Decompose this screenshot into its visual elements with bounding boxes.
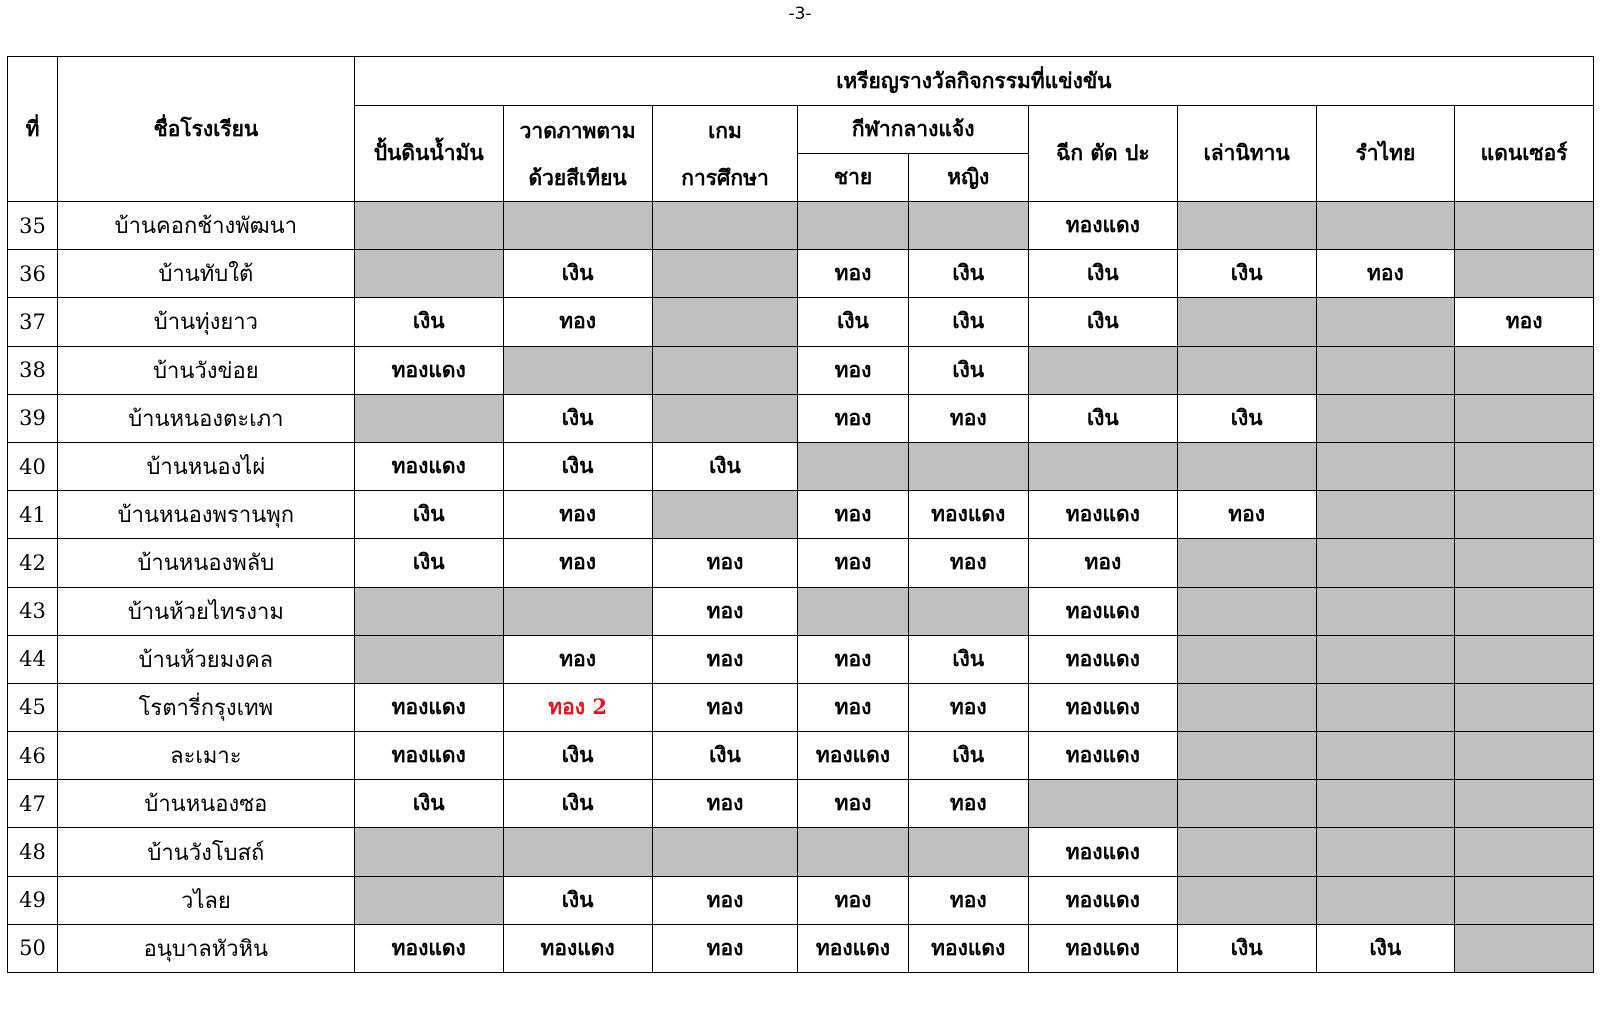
- medal-cell-clay-modeling: [354, 394, 503, 442]
- medal-cell-educational-game: [652, 491, 798, 539]
- medal-cell-clay-modeling: ทองแดง: [354, 442, 503, 490]
- medal-cell-outdoor-male: ทองแดง: [798, 924, 908, 972]
- medal-cell-educational-game: [652, 298, 798, 346]
- medal-cell-thai-dance: [1316, 780, 1455, 828]
- medal-cell-tear-cut-paste: เงิน: [1028, 298, 1177, 346]
- table-row: [8, 732, 1594, 780]
- medal-cell-educational-game: [652, 346, 798, 394]
- medal-cell-thai-dance: [1316, 635, 1455, 683]
- medal-cell-educational-game: ทอง: [652, 876, 798, 924]
- medal-cell-crayon-drawing: ทอง: [503, 635, 652, 683]
- table-row: [8, 539, 1594, 587]
- school-name: โรตารี่กรุงเทพ: [57, 683, 354, 731]
- medal-cell-storytelling: [1177, 683, 1316, 731]
- medal-cell-clay-modeling: เงิน: [354, 298, 503, 346]
- school-name: บ้านทุ่งยาว: [57, 298, 354, 346]
- medal-cell-educational-game: [652, 394, 798, 442]
- header-no: ที่: [8, 57, 58, 202]
- medal-cell-educational-game: ทอง: [652, 683, 798, 731]
- medal-cell-outdoor-male: ทอง: [798, 876, 908, 924]
- medal-cell-outdoor-male: ทอง: [798, 394, 908, 442]
- medal-cell-crayon-drawing: ทอง: [503, 491, 652, 539]
- school-name: วไลย: [57, 876, 354, 924]
- table-row: [8, 587, 1594, 635]
- medal-cell-outdoor-female: เงิน: [908, 250, 1028, 298]
- medal-cell-outdoor-male: [798, 202, 908, 250]
- medal-cell-thai-dance: [1316, 876, 1455, 924]
- medal-cell-thai-dance: [1316, 587, 1455, 635]
- medal-cell-tear-cut-paste: ทองแดง: [1028, 732, 1177, 780]
- table-row: [8, 635, 1594, 683]
- medal-cell-crayon-drawing: [503, 587, 652, 635]
- row-number: 36: [8, 250, 58, 298]
- medal-cell-outdoor-female: ทอง: [908, 394, 1028, 442]
- medal-cell-clay-modeling: ทองแดง: [354, 924, 503, 972]
- school-name: บ้านหนองพรานพุก: [57, 491, 354, 539]
- medal-cell-dancer: [1455, 876, 1594, 924]
- medal-cell-outdoor-male: ทอง: [798, 780, 908, 828]
- medal-cell-outdoor-female: เงิน: [908, 635, 1028, 683]
- table-row: [8, 828, 1594, 876]
- row-number: 38: [8, 346, 58, 394]
- school-name: บ้านห้วยมงคล: [57, 635, 354, 683]
- medal-cell-storytelling: [1177, 732, 1316, 780]
- row-number: 40: [8, 442, 58, 490]
- table-row: [8, 202, 1594, 250]
- medal-cell-crayon-drawing: ทอง: [503, 539, 652, 587]
- medal-cell-dancer: [1455, 828, 1594, 876]
- medal-cell-tear-cut-paste: ทองแดง: [1028, 635, 1177, 683]
- school-name: บ้านหนองตะเภา: [57, 394, 354, 442]
- medal-cell-outdoor-female: ทอง: [908, 876, 1028, 924]
- school-name: บ้านทับใต้: [57, 250, 354, 298]
- row-number: 41: [8, 491, 58, 539]
- medal-cell-clay-modeling: [354, 587, 503, 635]
- medal-cell-dancer: [1455, 732, 1594, 780]
- medal-cell-outdoor-female: เงิน: [908, 346, 1028, 394]
- medal-cell-dancer: [1455, 394, 1594, 442]
- medal-cell-storytelling: [1177, 828, 1316, 876]
- header-outdoor-sports: กีฬากลางแจ้ง: [798, 106, 1028, 154]
- header-crayon-drawing: [503, 106, 652, 202]
- row-number: 46: [8, 732, 58, 780]
- medal-cell-educational-game: [652, 828, 798, 876]
- medal-cell-thai-dance: [1316, 491, 1455, 539]
- medal-cell-thai-dance: [1316, 346, 1455, 394]
- medal-cell-dancer: [1455, 346, 1594, 394]
- page-number: -3-: [788, 4, 812, 24]
- medal-cell-dancer: [1455, 683, 1594, 731]
- row-number: 35: [8, 202, 58, 250]
- medal-cell-clay-modeling: เงิน: [354, 539, 503, 587]
- school-name: บ้านวังโบสถ์: [57, 828, 354, 876]
- header-outdoor-male: ชาย: [798, 154, 908, 202]
- medal-cell-tear-cut-paste: ทองแดง: [1028, 587, 1177, 635]
- medal-cell-thai-dance: [1316, 539, 1455, 587]
- medal-cell-outdoor-male: ทอง: [798, 635, 908, 683]
- medal-cell-outdoor-female: ทองแดง: [908, 924, 1028, 972]
- row-number: 50: [8, 924, 58, 972]
- medal-cell-thai-dance: [1316, 394, 1455, 442]
- medal-cell-outdoor-female: เงิน: [908, 298, 1028, 346]
- school-name: บ้านคอกช้างพัฒนา: [57, 202, 354, 250]
- row-number: 47: [8, 780, 58, 828]
- school-name: บ้านห้วยไทรงาม: [57, 587, 354, 635]
- medal-cell-crayon-drawing: เงิน: [503, 732, 652, 780]
- medal-cell-dancer: [1455, 780, 1594, 828]
- table-row: [8, 683, 1594, 731]
- school-name: บ้านหนองไผ่: [57, 442, 354, 490]
- header-outdoor-female: หญิง: [908, 154, 1028, 202]
- medal-cell-thai-dance: เงิน: [1316, 924, 1455, 972]
- table-row: [8, 298, 1594, 346]
- medal-cell-clay-modeling: [354, 876, 503, 924]
- medal-cell-educational-game: ทอง: [652, 924, 798, 972]
- medal-cell-dancer: [1455, 539, 1594, 587]
- medal-cell-outdoor-male: ทอง: [798, 346, 908, 394]
- school-name: ละเมาะ: [57, 732, 354, 780]
- medal-cell-outdoor-male: ทอง: [798, 491, 908, 539]
- medal-cell-dancer: [1455, 442, 1594, 490]
- medal-cell-outdoor-male: ทอง: [798, 250, 908, 298]
- medal-cell-crayon-drawing: เงิน: [503, 250, 652, 298]
- school-name: อนุบาลหัวหิน: [57, 924, 354, 972]
- row-number: 37: [8, 298, 58, 346]
- medal-cell-tear-cut-paste: ทองแดง: [1028, 683, 1177, 731]
- header-educational-game-line1: เกม: [708, 117, 742, 143]
- medal-cell-clay-modeling: ทองแดง: [354, 346, 503, 394]
- medal-cell-outdoor-female: ทอง: [908, 539, 1028, 587]
- medal-cell-storytelling: เงิน: [1177, 394, 1316, 442]
- medal-cell-outdoor-female: [908, 442, 1028, 490]
- medal-cell-crayon-drawing: [503, 202, 652, 250]
- medal-cell-dancer: [1455, 587, 1594, 635]
- medal-cell-educational-game: [652, 250, 798, 298]
- medal-cell-outdoor-male: [798, 587, 908, 635]
- medal-results-table: [7, 56, 1594, 973]
- medal-cell-dancer: [1455, 491, 1594, 539]
- medal-cell-crayon-drawing: เงิน: [503, 876, 652, 924]
- medal-cell-thai-dance: [1316, 298, 1455, 346]
- medal-cell-storytelling: [1177, 539, 1316, 587]
- medal-cell-dancer: [1455, 924, 1594, 972]
- row-number: 48: [8, 828, 58, 876]
- medal-cell-educational-game: ทอง: [652, 539, 798, 587]
- medal-cell-storytelling: [1177, 587, 1316, 635]
- medal-cell-dancer: [1455, 250, 1594, 298]
- table-row: [8, 346, 1594, 394]
- medal-cell-clay-modeling: ทองแดง: [354, 732, 503, 780]
- highlighted-medal-text: ทอง 2: [548, 693, 607, 719]
- medal-cell-outdoor-female: [908, 587, 1028, 635]
- medal-cell-thai-dance: ทอง: [1316, 250, 1455, 298]
- medal-cell-tear-cut-paste: [1028, 780, 1177, 828]
- medal-cell-dancer: ทอง: [1455, 298, 1594, 346]
- medal-cell-clay-modeling: เงิน: [354, 780, 503, 828]
- medal-cell-clay-modeling: [354, 250, 503, 298]
- medal-cell-thai-dance: [1316, 732, 1455, 780]
- row-number: 43: [8, 587, 58, 635]
- row-number: 44: [8, 635, 58, 683]
- medal-cell-dancer: [1455, 635, 1594, 683]
- medal-cell-educational-game: ทอง: [652, 587, 798, 635]
- medal-cell-outdoor-male: ทองแดง: [798, 732, 908, 780]
- medal-cell-storytelling: [1177, 346, 1316, 394]
- table-row: [8, 780, 1594, 828]
- medal-cell-storytelling: [1177, 442, 1316, 490]
- row-number: 45: [8, 683, 58, 731]
- medal-cell-tear-cut-paste: [1028, 346, 1177, 394]
- medal-cell-outdoor-female: ทองแดง: [908, 491, 1028, 539]
- medal-cell-clay-modeling: [354, 828, 503, 876]
- medal-cell-outdoor-female: ทอง: [908, 780, 1028, 828]
- header-thai-dance: รำไทย: [1316, 106, 1455, 202]
- row-number: 42: [8, 539, 58, 587]
- school-name: บ้านวังข่อย: [57, 346, 354, 394]
- header-clay-modeling: ปั้นดินน้ำมัน: [354, 106, 503, 202]
- medal-cell-clay-modeling: [354, 635, 503, 683]
- medal-cell-outdoor-male: [798, 442, 908, 490]
- row-number: 49: [8, 876, 58, 924]
- medal-cell-thai-dance: [1316, 202, 1455, 250]
- medal-cell-crayon-drawing: [503, 828, 652, 876]
- medal-cell-outdoor-female: เงิน: [908, 732, 1028, 780]
- table-row: [8, 924, 1594, 972]
- medal-cell-thai-dance: [1316, 683, 1455, 731]
- table-row: [8, 491, 1594, 539]
- medal-cell-clay-modeling: [354, 202, 503, 250]
- medal-cell-crayon-drawing: [503, 683, 652, 731]
- medal-cell-crayon-drawing: ทอง: [503, 298, 652, 346]
- medal-cell-tear-cut-paste: ทองแดง: [1028, 924, 1177, 972]
- medal-cell-crayon-drawing: เงิน: [503, 394, 652, 442]
- header-educational-game-line2: การศึกษา: [681, 164, 769, 190]
- medal-cell-tear-cut-paste: ทองแดง: [1028, 491, 1177, 539]
- header-activity-group: เหรียญรางวัลกิจกรรมที่แข่งขัน: [354, 57, 1593, 106]
- medal-cell-storytelling: [1177, 298, 1316, 346]
- medal-cell-storytelling: [1177, 202, 1316, 250]
- medal-cell-dancer: [1455, 202, 1594, 250]
- header-crayon-drawing-line1: วาดภาพตาม: [519, 117, 636, 143]
- medal-cell-tear-cut-paste: ทองแดง: [1028, 876, 1177, 924]
- medal-cell-storytelling: [1177, 876, 1316, 924]
- medal-cell-educational-game: [652, 202, 798, 250]
- header-storytelling: เล่านิทาน: [1177, 106, 1316, 202]
- medal-cell-outdoor-male: ทอง: [798, 683, 908, 731]
- table-row: [8, 394, 1594, 442]
- medal-cell-storytelling: [1177, 635, 1316, 683]
- header-school-name: ชื่อโรงเรียน: [57, 57, 354, 202]
- medal-cell-clay-modeling: เงิน: [354, 491, 503, 539]
- medal-cell-storytelling: เงิน: [1177, 924, 1316, 972]
- header-educational-game: [652, 106, 798, 202]
- school-name: บ้านหนองซอ: [57, 780, 354, 828]
- medal-cell-crayon-drawing: เงิน: [503, 780, 652, 828]
- medal-cell-tear-cut-paste: [1028, 442, 1177, 490]
- table-row: [8, 250, 1594, 298]
- medal-cell-tear-cut-paste: ทองแดง: [1028, 202, 1177, 250]
- medal-cell-storytelling: ทอง: [1177, 491, 1316, 539]
- medal-cell-tear-cut-paste: ทองแดง: [1028, 828, 1177, 876]
- header-dancer: แดนเซอร์: [1455, 106, 1594, 202]
- medal-cell-crayon-drawing: [503, 346, 652, 394]
- medal-cell-outdoor-male: [798, 828, 908, 876]
- medal-cell-outdoor-female: ทอง: [908, 683, 1028, 731]
- medal-cell-outdoor-female: [908, 202, 1028, 250]
- medal-cell-educational-game: ทอง: [652, 635, 798, 683]
- medal-cell-crayon-drawing: เงิน: [503, 442, 652, 490]
- medal-cell-tear-cut-paste: เงิน: [1028, 250, 1177, 298]
- table-row: [8, 442, 1594, 490]
- header-crayon-drawing-line2: ด้วยสีเทียน: [528, 164, 627, 190]
- medal-cell-outdoor-female: [908, 828, 1028, 876]
- table-body: [8, 202, 1594, 973]
- header-tear-cut-paste: ฉีก ตัด ปะ: [1028, 106, 1177, 202]
- school-name: บ้านหนองพลับ: [57, 539, 354, 587]
- medal-cell-educational-game: เงิน: [652, 442, 798, 490]
- medal-cell-outdoor-male: ทอง: [798, 539, 908, 587]
- medal-cell-storytelling: [1177, 780, 1316, 828]
- row-number: 39: [8, 394, 58, 442]
- medal-cell-outdoor-male: เงิน: [798, 298, 908, 346]
- medal-cell-educational-game: ทอง: [652, 780, 798, 828]
- medal-cell-tear-cut-paste: ทอง: [1028, 539, 1177, 587]
- medal-cell-clay-modeling: ทองแดง: [354, 683, 503, 731]
- medal-cell-storytelling: เงิน: [1177, 250, 1316, 298]
- medal-cell-tear-cut-paste: เงิน: [1028, 394, 1177, 442]
- table-row: [8, 876, 1594, 924]
- medal-cell-thai-dance: [1316, 442, 1455, 490]
- medal-cell-educational-game: เงิน: [652, 732, 798, 780]
- medal-cell-crayon-drawing: ทองแดง: [503, 924, 652, 972]
- medal-cell-thai-dance: [1316, 828, 1455, 876]
